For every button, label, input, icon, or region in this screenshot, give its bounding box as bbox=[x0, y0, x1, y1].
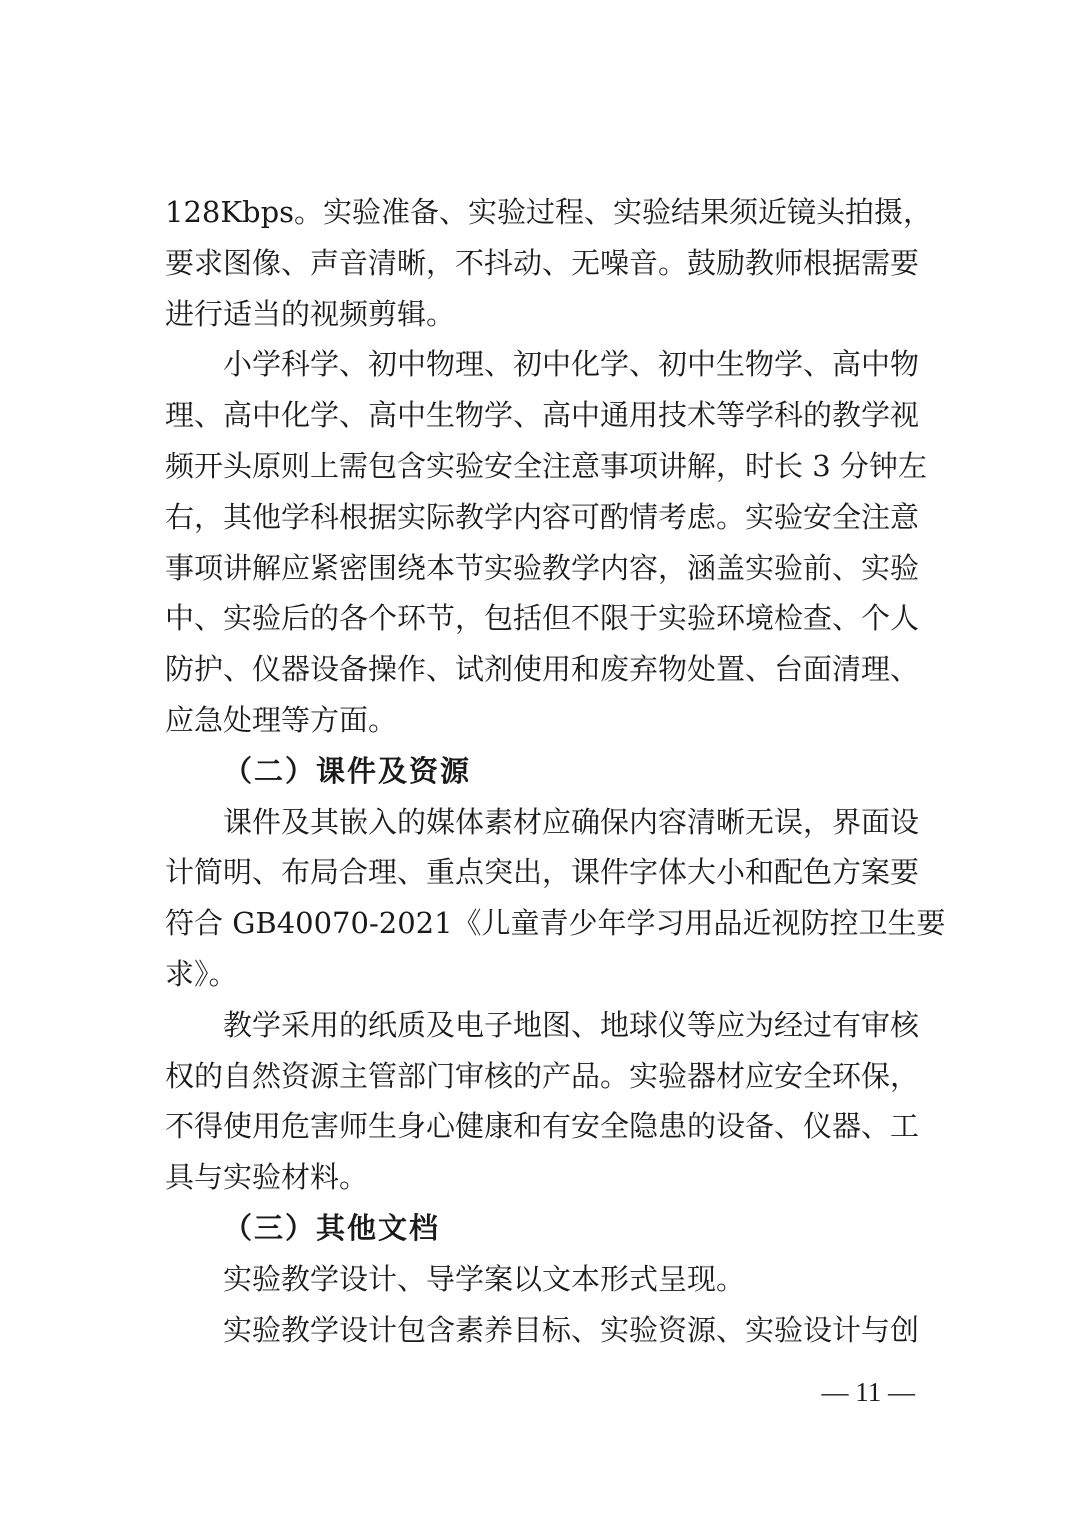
body-text-line: 具与实验材料。 bbox=[165, 1160, 369, 1194]
body-text-line: 要求图像、声音清晰，不抖动、无噪音。鼓励教师根据需要 bbox=[165, 246, 920, 280]
body-text-line: 教学采用的纸质及电子地图、地球仪等应为经过有审核 bbox=[223, 1008, 920, 1042]
section-heading-courseware: （二）课件及资源 bbox=[223, 754, 472, 788]
body-text-line: 应急处理等方面。 bbox=[165, 703, 398, 737]
body-text-line: 权的自然资源主管部门审核的产品。实验器材应安全环保， bbox=[165, 1059, 920, 1093]
body-text-line: 中、实验后的各个环节，包括但不限于实验环境检查、个人 bbox=[165, 601, 920, 635]
body-text-line: 频开头原则上需包含实验安全注意事项讲解，时长 3 分钟左 bbox=[165, 449, 927, 483]
body-text-line: 小学科学、初中物理、初中化学、初中生物学、高中物 bbox=[223, 347, 920, 381]
body-text-line: 实验教学设计、导学案以文本形式呈现。 bbox=[223, 1262, 746, 1296]
body-text-line: 防护、仪器设备操作、试剂使用和废弃物处置、台面清理、 bbox=[165, 652, 920, 686]
page-number: — 11 — bbox=[821, 1377, 915, 1407]
body-text-line: 计简明、布局合理、重点突出，课件字体大小和配色方案要 bbox=[165, 855, 920, 889]
body-text-line: 求》。 bbox=[165, 957, 238, 991]
body-text-line: 不得使用危害师生身心健康和有安全隐患的设备、仪器、工 bbox=[165, 1109, 920, 1143]
body-text-line: 事项讲解应紧密围绕本节实验教学内容，涵盖实验前、实验 bbox=[165, 551, 920, 585]
body-text-line: 课件及其嵌入的媒体素材应确保内容清晰无误，界面设 bbox=[223, 805, 920, 839]
body-text-line: 进行适当的视频剪辑。 bbox=[165, 297, 456, 331]
body-text-line: 理、高中化学、高中生物学、高中通用技术等学科的教学视 bbox=[165, 398, 920, 432]
section-heading-other-documents: （三）其他文档 bbox=[223, 1211, 441, 1245]
body-text-line: 右，其他学科根据实际教学内容可酌情考虑。实验安全注意 bbox=[165, 500, 920, 534]
body-text-line: 实验教学设计包含素养目标、实验资源、实验设计与创 bbox=[223, 1313, 920, 1347]
body-text-line: 符合 GB40070-2021《儿童青少年学习用品近视防控卫生要 bbox=[165, 906, 946, 940]
body-text-line: 128Kbps。实验准备、实验过程、实验结果须近镜头拍摄， bbox=[165, 195, 933, 229]
